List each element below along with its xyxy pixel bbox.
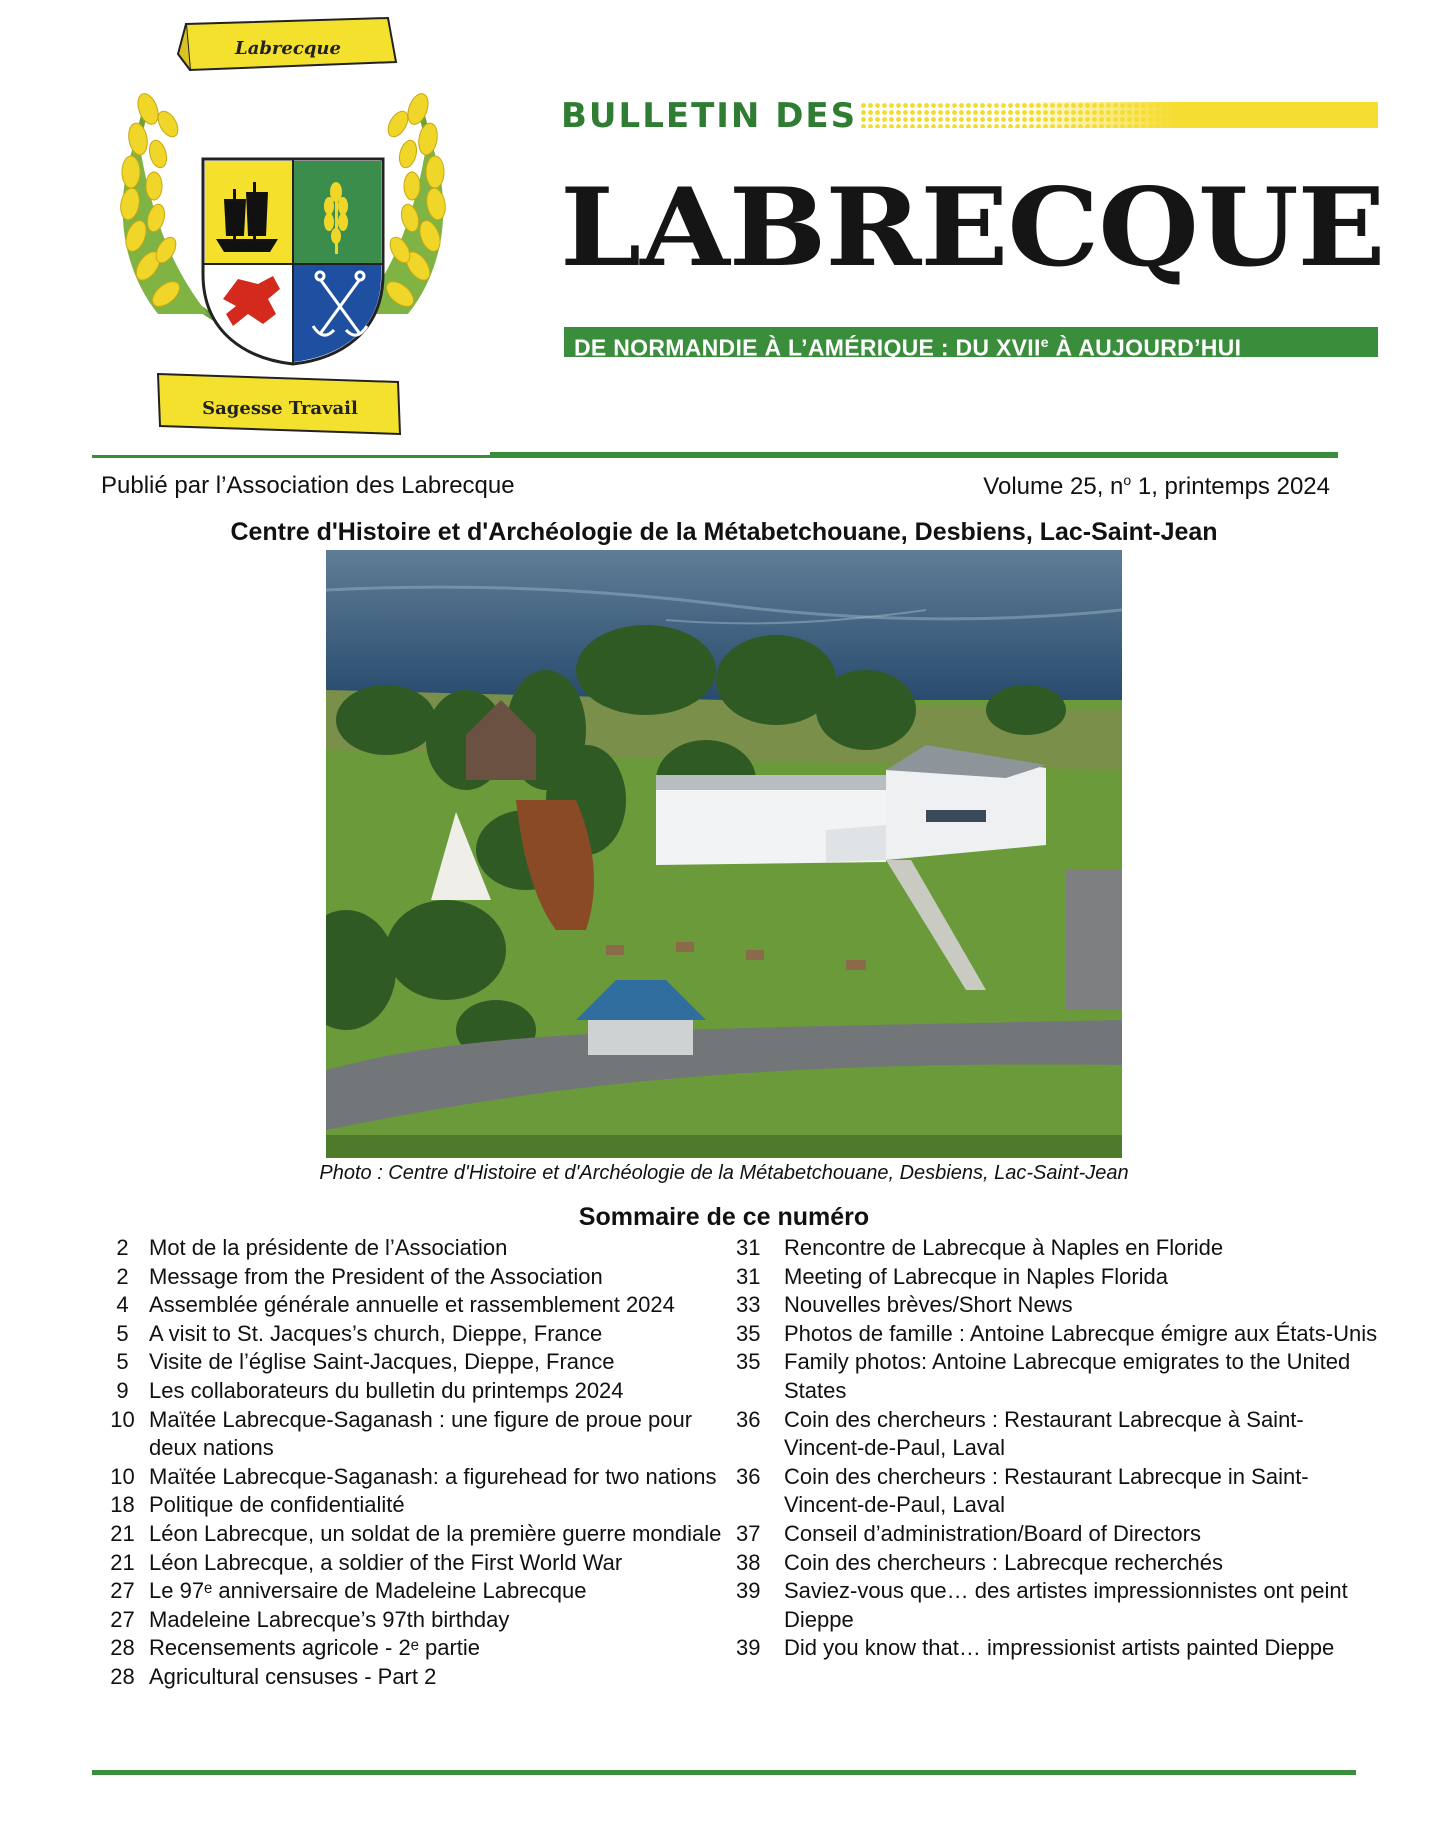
- toc-item[interactable]: [96, 1348, 728, 1377]
- bottom-banner-text: Sagesse Travail: [202, 398, 358, 419]
- toc-item-title: Family photos: Antoine Labrecque emigrates to the United States: [784, 1349, 1351, 1403]
- toc-page-number: 35: [736, 1349, 761, 1375]
- toc-item-title: Léon Labrecque, a soldier of the First World War: [149, 1549, 623, 1575]
- toc-page-number: 21: [110, 1520, 135, 1546]
- toc-page-number: 31: [736, 1263, 761, 1289]
- toc-item[interactable]: [728, 1577, 1378, 1634]
- toc-page-number: 38: [736, 1549, 761, 1575]
- toc-page-number: 5: [116, 1320, 129, 1346]
- toc-item[interactable]: [96, 1463, 728, 1492]
- toc-item[interactable]: [728, 1291, 1378, 1320]
- volume-post: 1, printemps 2024: [1131, 473, 1330, 500]
- toc-item-title: Photos de famille : Antoine Labrecque émigre aux États-Unis: [784, 1320, 1378, 1346]
- toc-item-title: Coin des chercheurs : Restaurant Labrecque à Saint-Vincent-de-Paul, Laval: [784, 1406, 1304, 1461]
- toc-item-title: Léon Labrecque, un soldat de la première guerre mondiale: [149, 1520, 722, 1546]
- toc-page-number: 10: [110, 1463, 135, 1489]
- bottom-divider: [92, 1770, 1356, 1775]
- toc-item[interactable]: [96, 1577, 728, 1606]
- toc-item[interactable]: [728, 1520, 1378, 1549]
- toc-page-number: 18: [110, 1492, 135, 1518]
- toc-item-title: Message from the President of the Association: [149, 1263, 603, 1289]
- aerial-photo: [326, 550, 1122, 1158]
- toc-page-number: 31: [736, 1235, 761, 1260]
- toc-item[interactable]: [96, 1377, 728, 1406]
- toc-item[interactable]: [728, 1348, 1378, 1405]
- publisher-line: Publié par l’Association des Labrecque: [101, 472, 515, 499]
- toc-title: Sommaire de ce numéro: [578, 1203, 870, 1231]
- toc-item[interactable]: [728, 1234, 1378, 1263]
- toc-item-title: Le 97ᵉ anniversaire de Madeleine Labrecque: [149, 1578, 587, 1604]
- toc-page-number: 39: [736, 1578, 761, 1604]
- toc-item-title: Meeting of Labrecque in Naples Florida: [784, 1263, 1169, 1289]
- shield-icon: [203, 159, 383, 364]
- decorative-bar: [1010, 102, 1378, 128]
- toc-page-number: 39: [736, 1635, 761, 1661]
- feature-heading: Centre d'Histoire et d'Archéologie de la Métabetchouane, Desbiens, Lac-Saint-Jean: [230, 518, 1218, 546]
- subtitle-sup: e: [1040, 334, 1049, 350]
- toc-item-title: Madeleine Labrecque’s 97th birthday: [149, 1606, 510, 1632]
- toc-item[interactable]: [728, 1634, 1378, 1663]
- toc-page-number: 37: [736, 1520, 761, 1546]
- toc-item[interactable]: [96, 1234, 728, 1263]
- toc-item-title: Did you know that… impressionist artists painted Dieppe: [784, 1635, 1335, 1661]
- toc-item[interactable]: [96, 1291, 728, 1320]
- volume-line: [983, 472, 1330, 501]
- toc-page-number: 9: [116, 1377, 129, 1403]
- toc-item-title: Visite de l’église Saint-Jacques, Dieppe, France: [149, 1349, 615, 1375]
- toc-page-number: 4: [116, 1292, 129, 1318]
- family-crest: [98, 14, 468, 446]
- toc-page-number: 21: [110, 1549, 135, 1575]
- toc-page-number: 28: [110, 1635, 135, 1661]
- toc-item[interactable]: [728, 1406, 1378, 1463]
- toc-item-title: Maïtée Labrecque-Saganash : une figure de proue pour deux nations: [149, 1406, 693, 1461]
- toc-page-number: 27: [110, 1606, 135, 1632]
- volume-sup: o: [1123, 472, 1132, 488]
- photo-caption: Photo : Centre d'Histoire et d'Archéologie de la Métabetchouane, Desbiens, Lac-Saint-Jean: [319, 1162, 1129, 1184]
- toc-item[interactable]: [96, 1320, 728, 1349]
- toc-item[interactable]: [96, 1263, 728, 1292]
- toc-item[interactable]: [96, 1491, 728, 1520]
- top-banner-text: Labrecque: [235, 38, 341, 59]
- toc-item[interactable]: [728, 1320, 1378, 1349]
- toc-item-title: Mot de la présidente de l’Association: [149, 1235, 508, 1260]
- toc-page-number: 2: [116, 1263, 129, 1289]
- subtitle-pre: DE NORMANDIE À L’AMÉRIQUE : DU XVII: [574, 334, 1041, 361]
- toc-page-number: 2: [116, 1235, 129, 1260]
- toc-item-title: Conseil d’administration/Board of Directors: [784, 1520, 1201, 1546]
- toc-page-number: 36: [736, 1463, 761, 1489]
- toc-page-number: 35: [736, 1320, 761, 1346]
- toc-item[interactable]: [96, 1549, 728, 1578]
- toc-item[interactable]: [96, 1663, 728, 1692]
- toc-item[interactable]: [728, 1463, 1378, 1520]
- top-divider-gap: [92, 452, 490, 455]
- toc-item-title: Maïtée Labrecque-Saganash: a figurehead for two nations: [149, 1463, 717, 1489]
- bottom-banner: [158, 374, 400, 434]
- toc-item-title: Assemblée générale annuelle et rassemblement 2024: [149, 1292, 675, 1318]
- toc-page-number: 27: [110, 1578, 135, 1604]
- subtitle-post: À AUJOURD’HUI: [1048, 334, 1242, 361]
- toc-item-title: Agricultural censuses - Part 2: [149, 1663, 437, 1689]
- toc-page-number: 10: [110, 1406, 135, 1432]
- toc-page-number: 36: [736, 1406, 761, 1432]
- toc-item-title: Coin des chercheurs : Restaurant Labrecque in Saint-Vincent-de-Paul, Laval: [784, 1463, 1309, 1518]
- toc-item-title: Nouvelles brèves/Short News: [784, 1292, 1073, 1318]
- toc-page-number: 33: [736, 1292, 761, 1318]
- toc-item-title: Saviez-vous que… des artistes impressionnistes ont peint Dieppe: [784, 1578, 1348, 1632]
- masthead-title: LABRECQUE: [560, 165, 1385, 291]
- toc-item-title: Les collaborateurs du bulletin du printemps 2024: [149, 1377, 624, 1403]
- volume-pre: Volume 25, n: [983, 473, 1124, 500]
- toc-item[interactable]: [728, 1549, 1378, 1578]
- toc-item[interactable]: [728, 1263, 1378, 1292]
- toc-item-title: Recensements agricole - 2ᵉ partie: [149, 1635, 480, 1661]
- toc-left-column: [96, 1234, 728, 1692]
- toc-page-number: 5: [116, 1349, 129, 1375]
- toc-item-title: A visit to St. Jacques’s church, Dieppe, France: [149, 1320, 603, 1346]
- toc-item[interactable]: [96, 1606, 728, 1635]
- toc-item-title: Rencontre de Labrecque à Naples en Floride: [784, 1235, 1224, 1260]
- toc-item[interactable]: [96, 1520, 728, 1549]
- toc-item-title: Politique de confidentialité: [149, 1492, 405, 1518]
- toc-right-column: [728, 1234, 1378, 1663]
- toc-item-title: Coin des chercheurs : Labrecque recherchés: [784, 1549, 1224, 1575]
- toc-item[interactable]: [96, 1634, 728, 1663]
- toc-page-number: 28: [110, 1663, 135, 1689]
- bulletin-label: BULLETIN DES: [561, 96, 858, 136]
- toc-item[interactable]: [96, 1406, 728, 1463]
- top-banner: [178, 18, 396, 70]
- masthead-subtitle: [564, 327, 1378, 361]
